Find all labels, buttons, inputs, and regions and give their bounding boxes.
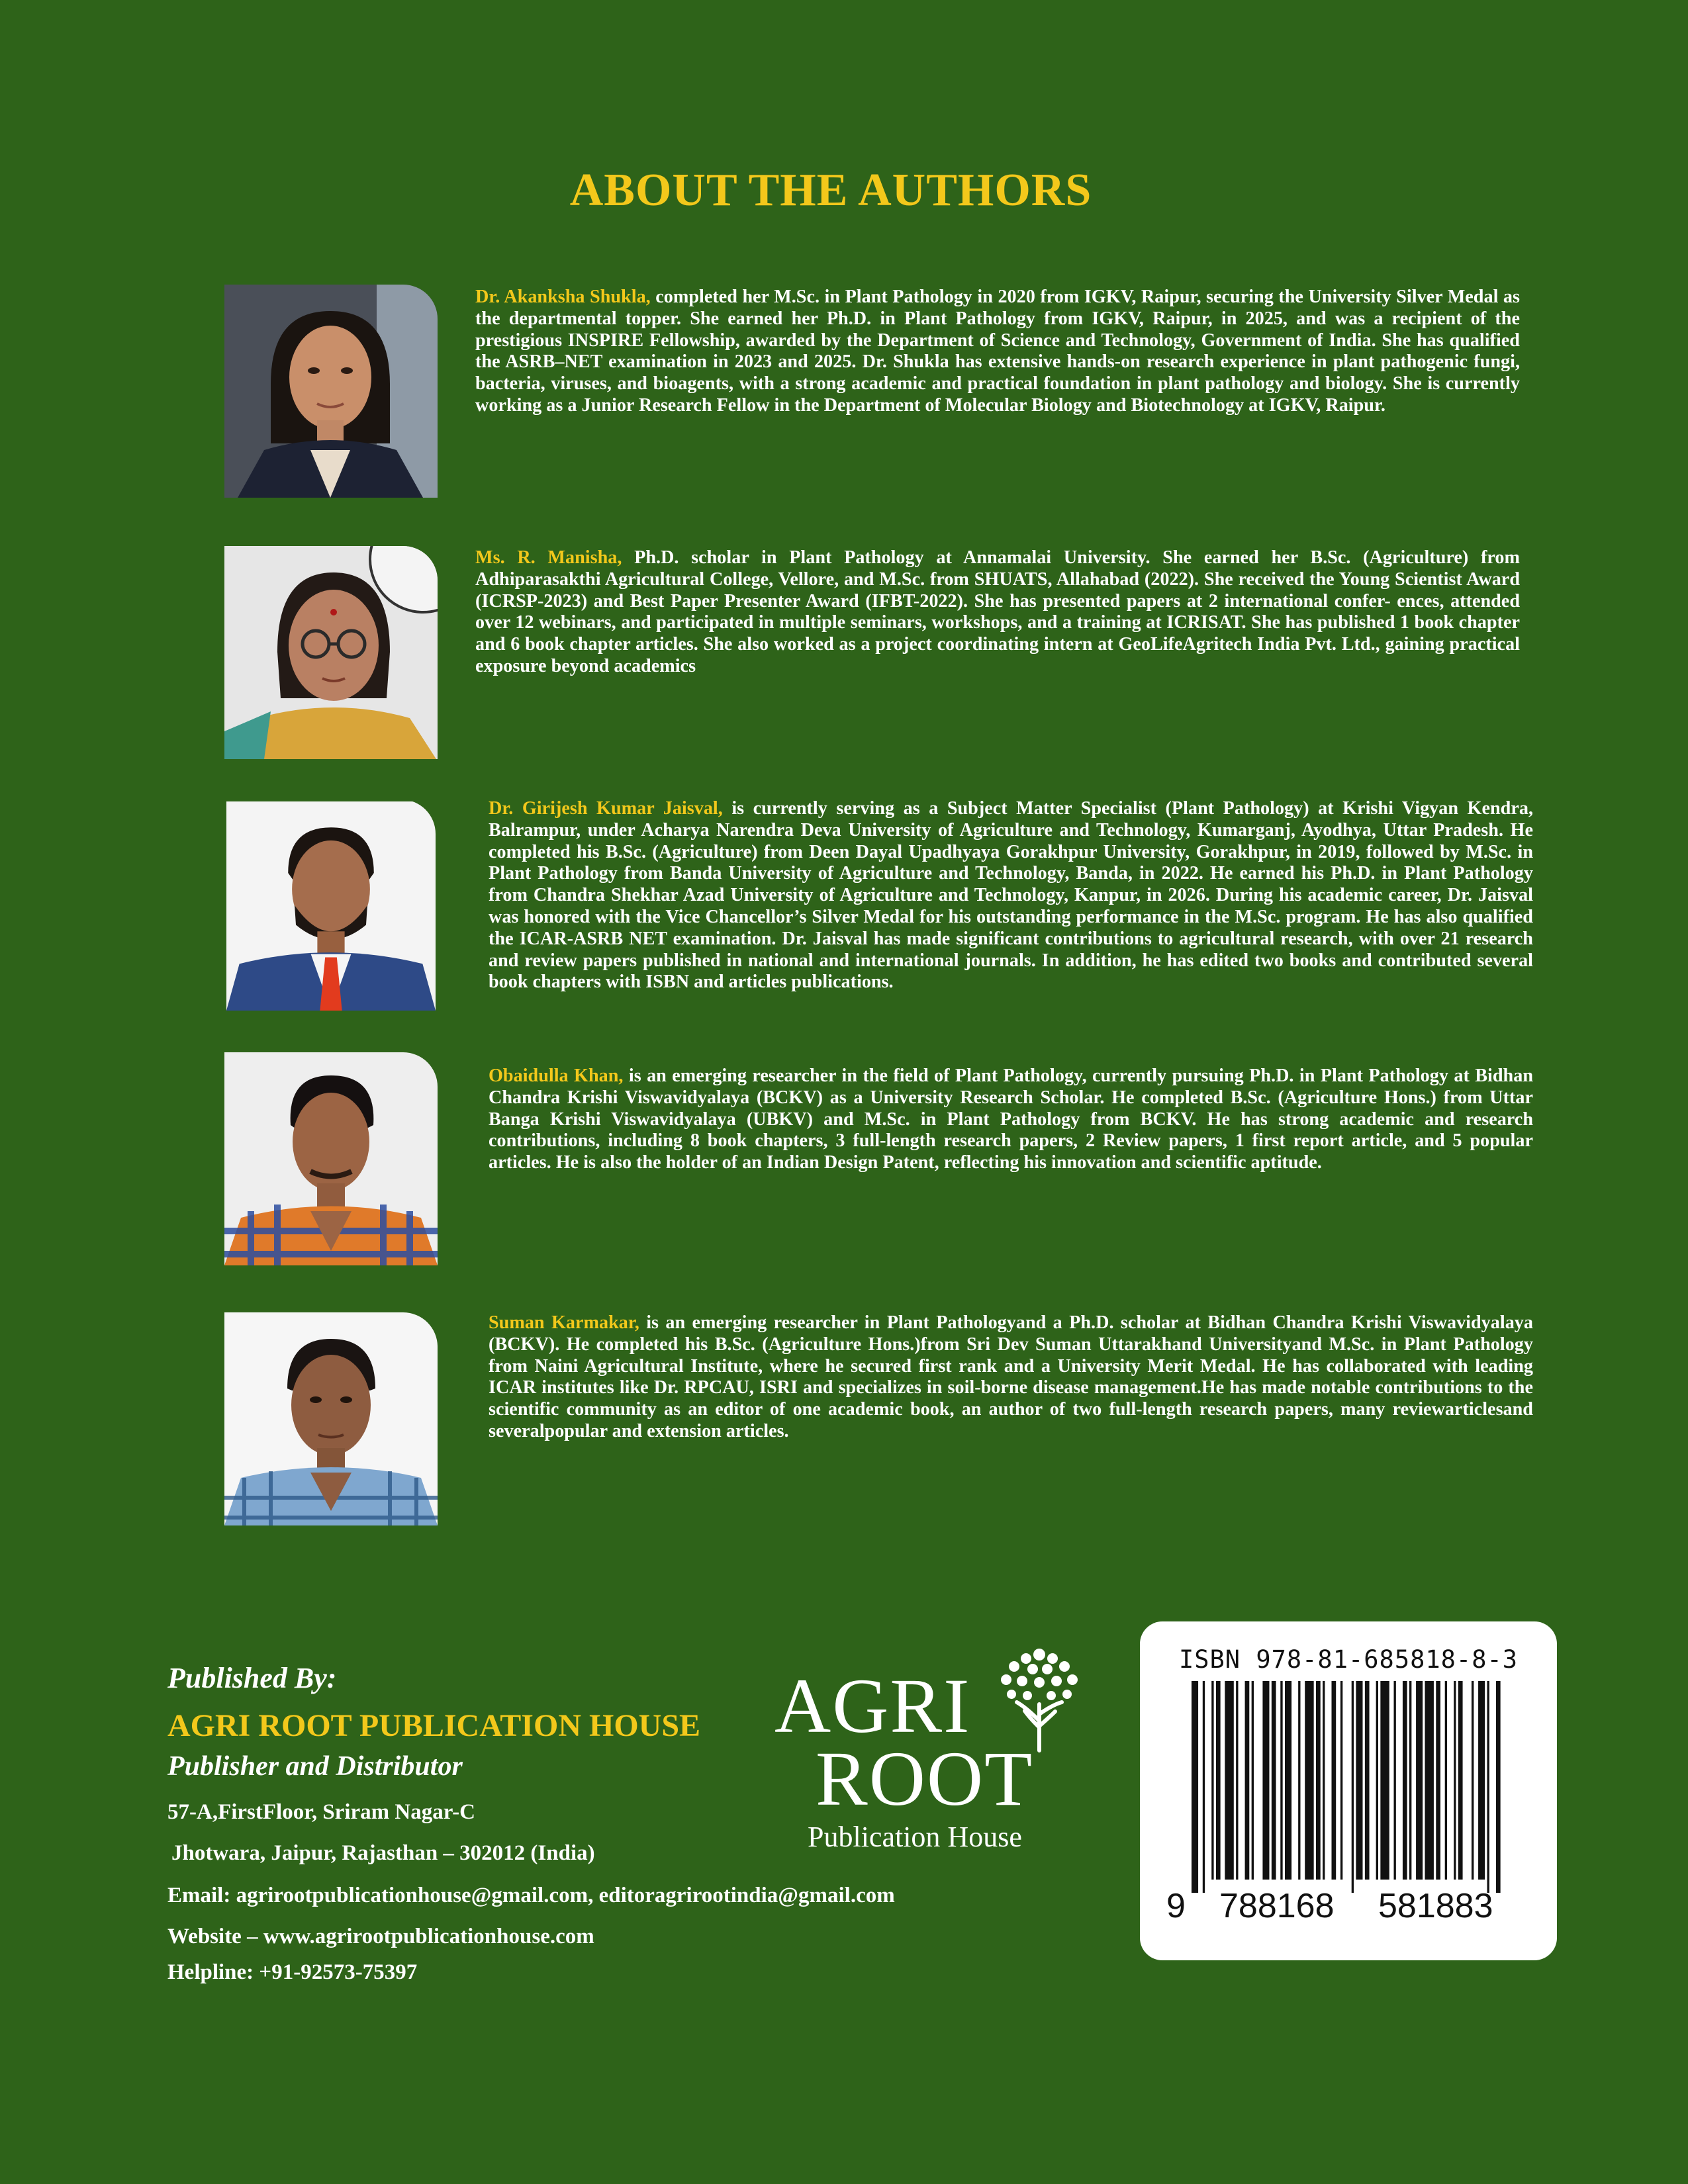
barcode-bar <box>1409 1681 1411 1880</box>
author-bio-text: Ph.D. scholar in Plant Pathology at Annamalai University. She earned her B.Sc. (Agriculture) from Adhiparasakthi Agricultural College, Vellore, and M.Sc. from SHUATS, Allahabad (2022). She received the Young Scientist Award (ICRSP-2023) and Best Paper Presenter Award (IFBT-2022). She has presented papers at 2 international confer- ences, attended over 12 webinars, and participated in multiple seminars, workshops, and a training at ICRISAT. She has published 1 book chapter and 6 book chapter articles. She also worked as a project coordinating intern at GeoLifeAgritech India Pvt. Ltd., gaining practical exposure beyond academics <box>475 547 1520 676</box>
portrait-man-3 <box>224 1312 438 1525</box>
page-title: ABOUT THE AUTHORS <box>569 165 1092 216</box>
barcode-bar <box>1380 1681 1389 1880</box>
publisher-email: Email: agrirootpublicationhouse@gmail.com, editoragrirootindia@gmail.com <box>167 1884 895 1907</box>
logo-word-root: ROOT <box>816 1735 1034 1822</box>
author-photo <box>226 799 436 1013</box>
publisher-address-line2: Jhotwara, Jaipur, Rajasthan – 302012 (India) <box>171 1841 595 1865</box>
barcode-bar <box>1478 1681 1485 1880</box>
author-bio <box>489 1066 1533 1174</box>
barcode-digits-left: 788168 <box>1219 1887 1335 1925</box>
barcode-bar <box>1285 1681 1291 1880</box>
barcode-bar <box>1305 1681 1313 1880</box>
barcode-digit-first: 9 <box>1166 1887 1186 1925</box>
barcode-bar <box>1316 1681 1321 1880</box>
barcode-bar <box>1245 1681 1250 1880</box>
barcode-bar <box>1436 1681 1440 1880</box>
barcode-bar <box>1352 1681 1354 1893</box>
barcode-bar <box>1472 1681 1474 1880</box>
barcode-bar <box>1262 1681 1269 1880</box>
barcode-bar <box>1225 1681 1233 1880</box>
publisher-address-line1: 57-A,FirstFloor, Sriram Nagar-C <box>167 1800 475 1824</box>
logo-word-agri: AGRI <box>774 1662 971 1749</box>
barcode-bar <box>1454 1681 1456 1880</box>
barcode-bar <box>1403 1681 1407 1880</box>
publisher-name: AGRI ROOT PUBLICATION HOUSE <box>167 1708 701 1743</box>
publisher-logo <box>774 1641 1092 1860</box>
author-bio-text: is an emerging researcher in the field of Plant Pathology, currently pursuing Ph.D. in Plant Pathology at Bidhan Chandra Krishi Viswavidyalaya (BCKV) as a University Research Scholar. He completed B.Sc. (Agriculture Hons.) from Uttar Banga Krishi Viswavidyalaya (UBKV) and M.Sc. in Plant Pathology from BCKV. He has strong academic and research contributions, including 8 book chapters, 3 full-length research papers, 2 Review papers, 1 first report article, and 5 popular articles. He is also the holder of an Indian Design Patent, reflecting his innovation and scientific aptitude. <box>489 1066 1533 1173</box>
barcode-bar <box>1252 1681 1254 1880</box>
author-photo <box>224 285 438 498</box>
barcode-bar <box>1425 1681 1434 1880</box>
barcode-bar <box>1356 1681 1362 1880</box>
author-bio-text: completed her M.Sc. in Plant Pathology in 2020 from IGKV, Raipur, securing the University Silver Medal as the departmental topper. She earned her Ph.D. in Plant Pathology from IGKV, Raipur, in 2025, and was a recipient of the prestigious INSPIRE Fellowship, awarded by the Department of Science and Technology, Government of India. She has qualified the ASRB–NET examination in 2023 and 2025. Dr. Shukla has extensive hands-on research experience in plant pathogenic fungi, bacteria, viruses, and bioagents, with a strong academic and practical foundation in plant pathology and biology. She is currently working as a Junior Research Fellow in the Department of Molecular Biology and Biotechnology at IGKV, Raipur. <box>475 287 1520 416</box>
barcode-bar <box>1332 1681 1336 1880</box>
author-bio-text: is an emerging researcher in Plant Pathologyand a Ph.D. scholar at Bidhan Chandra Krishi Viswavidyalaya (BCKV). He completed his B.Sc. (Agriculture Hons.)from Sri Dev Suman Uttarakhand Universityand M.Sc. in Plant Pathology from Naini Agricultural Institute, where he secured first rank and a University Merit Medal. He has collaborated with leading ICAR institutes like Dr. RPCAU, ISRI and specializes in soil-borne disease management.He has made notable contributions to the scientific community as an editor of one academic book, an author of two full-length research papers, many reviewarticlesand severalpopular and extension articles. <box>489 1312 1533 1441</box>
publisher-helpline: Helpline: +91-92573-75397 <box>167 1960 418 1984</box>
author-photo <box>224 1312 438 1525</box>
barcode-bar <box>1192 1681 1198 1893</box>
barcode-bar <box>1458 1681 1463 1880</box>
barcode-bar <box>1487 1681 1489 1893</box>
barcode-bar <box>1340 1681 1342 1880</box>
portrait-woman-1 <box>224 285 438 498</box>
barcode-bar <box>1323 1681 1325 1880</box>
barcode-bar <box>1496 1681 1501 1893</box>
barcode-icon <box>1192 1681 1503 1893</box>
author-name: Suman Karmakar, <box>489 1312 639 1333</box>
barcode-bar <box>1280 1681 1282 1880</box>
author-bio <box>489 798 1533 993</box>
author-bio <box>489 1312 1533 1443</box>
barcode-bar <box>1203 1681 1205 1893</box>
publisher-subtitle: Publisher and Distributor <box>167 1751 463 1782</box>
barcode-bar <box>1216 1681 1221 1880</box>
isbn-label: ISBN 978-81-685818-8-3 <box>1178 1645 1519 1674</box>
published-by-label: Published By: <box>167 1662 337 1694</box>
barcode-bar <box>1211 1681 1213 1880</box>
author-name: Dr. Akanksha Shukla, <box>475 287 651 307</box>
author-photo <box>224 1052 438 1265</box>
barcode-bar <box>1445 1681 1447 1880</box>
barcode-digits-right: 581883 <box>1378 1887 1493 1925</box>
barcode-bar <box>1376 1681 1378 1880</box>
barcode-bar <box>1298 1681 1300 1880</box>
portrait-man-1 <box>226 799 436 1013</box>
barcode-bar <box>1416 1681 1423 1880</box>
author-bio <box>475 547 1520 678</box>
author-name: Ms. R. Manisha, <box>475 547 622 568</box>
publisher-website: Website – www.agrirootpublicationhouse.com <box>167 1925 594 1948</box>
author-bio-text: is currently serving as a Subject Matter Specialist (Plant Pathology) at Krishi Vigyan Kendra, Balrampur, under Acharya Narendra Deva University of Agriculture and Technology, Kumarganj, Ayodhya, Uttar Pradesh. He completed his B.Sc. (Agriculture) from Deen Dayal Upadhyaya Gorakhpur University, Gorakhpur, in 2019, followed by M.Sc. in Plant Pathology from Banda University of Agriculture and Technology, Banda, in 2022. He earned his Ph.D. in Plant Pathology from Chandra Shekhar Azad University of Agriculture and Technology, Kanpur, in 2026. During his academic career, Dr. Jaisval was honored with the Vice Chancellor’s Silver Medal for his outstanding performance in the M.Sc. program. He has also qualified the ICAR-ASRB NET examination. Dr. Jaisval has made significant contributions to agricultural research, with over 21 research and review papers published in national and international journals. In addition, he has edited two books and contributed several book chapters with ISBN and articles publications. <box>489 798 1533 993</box>
barcode-bar <box>1365 1681 1370 1880</box>
barcode-bar <box>1236 1681 1238 1880</box>
barcode-bar <box>1394 1681 1396 1880</box>
portrait-woman-2 <box>224 546 438 759</box>
barcode-bar <box>1272 1681 1276 1880</box>
author-photo <box>224 546 438 759</box>
logo-word-publication-house: Publication House <box>808 1821 1022 1853</box>
author-bio <box>475 287 1520 417</box>
author-name: Dr. Girijesh Kumar Jaisval, <box>489 798 723 819</box>
isbn-barcode-card <box>1140 1621 1557 1960</box>
author-name: Obaidulla Khan, <box>489 1066 624 1086</box>
portrait-man-2 <box>224 1052 438 1265</box>
